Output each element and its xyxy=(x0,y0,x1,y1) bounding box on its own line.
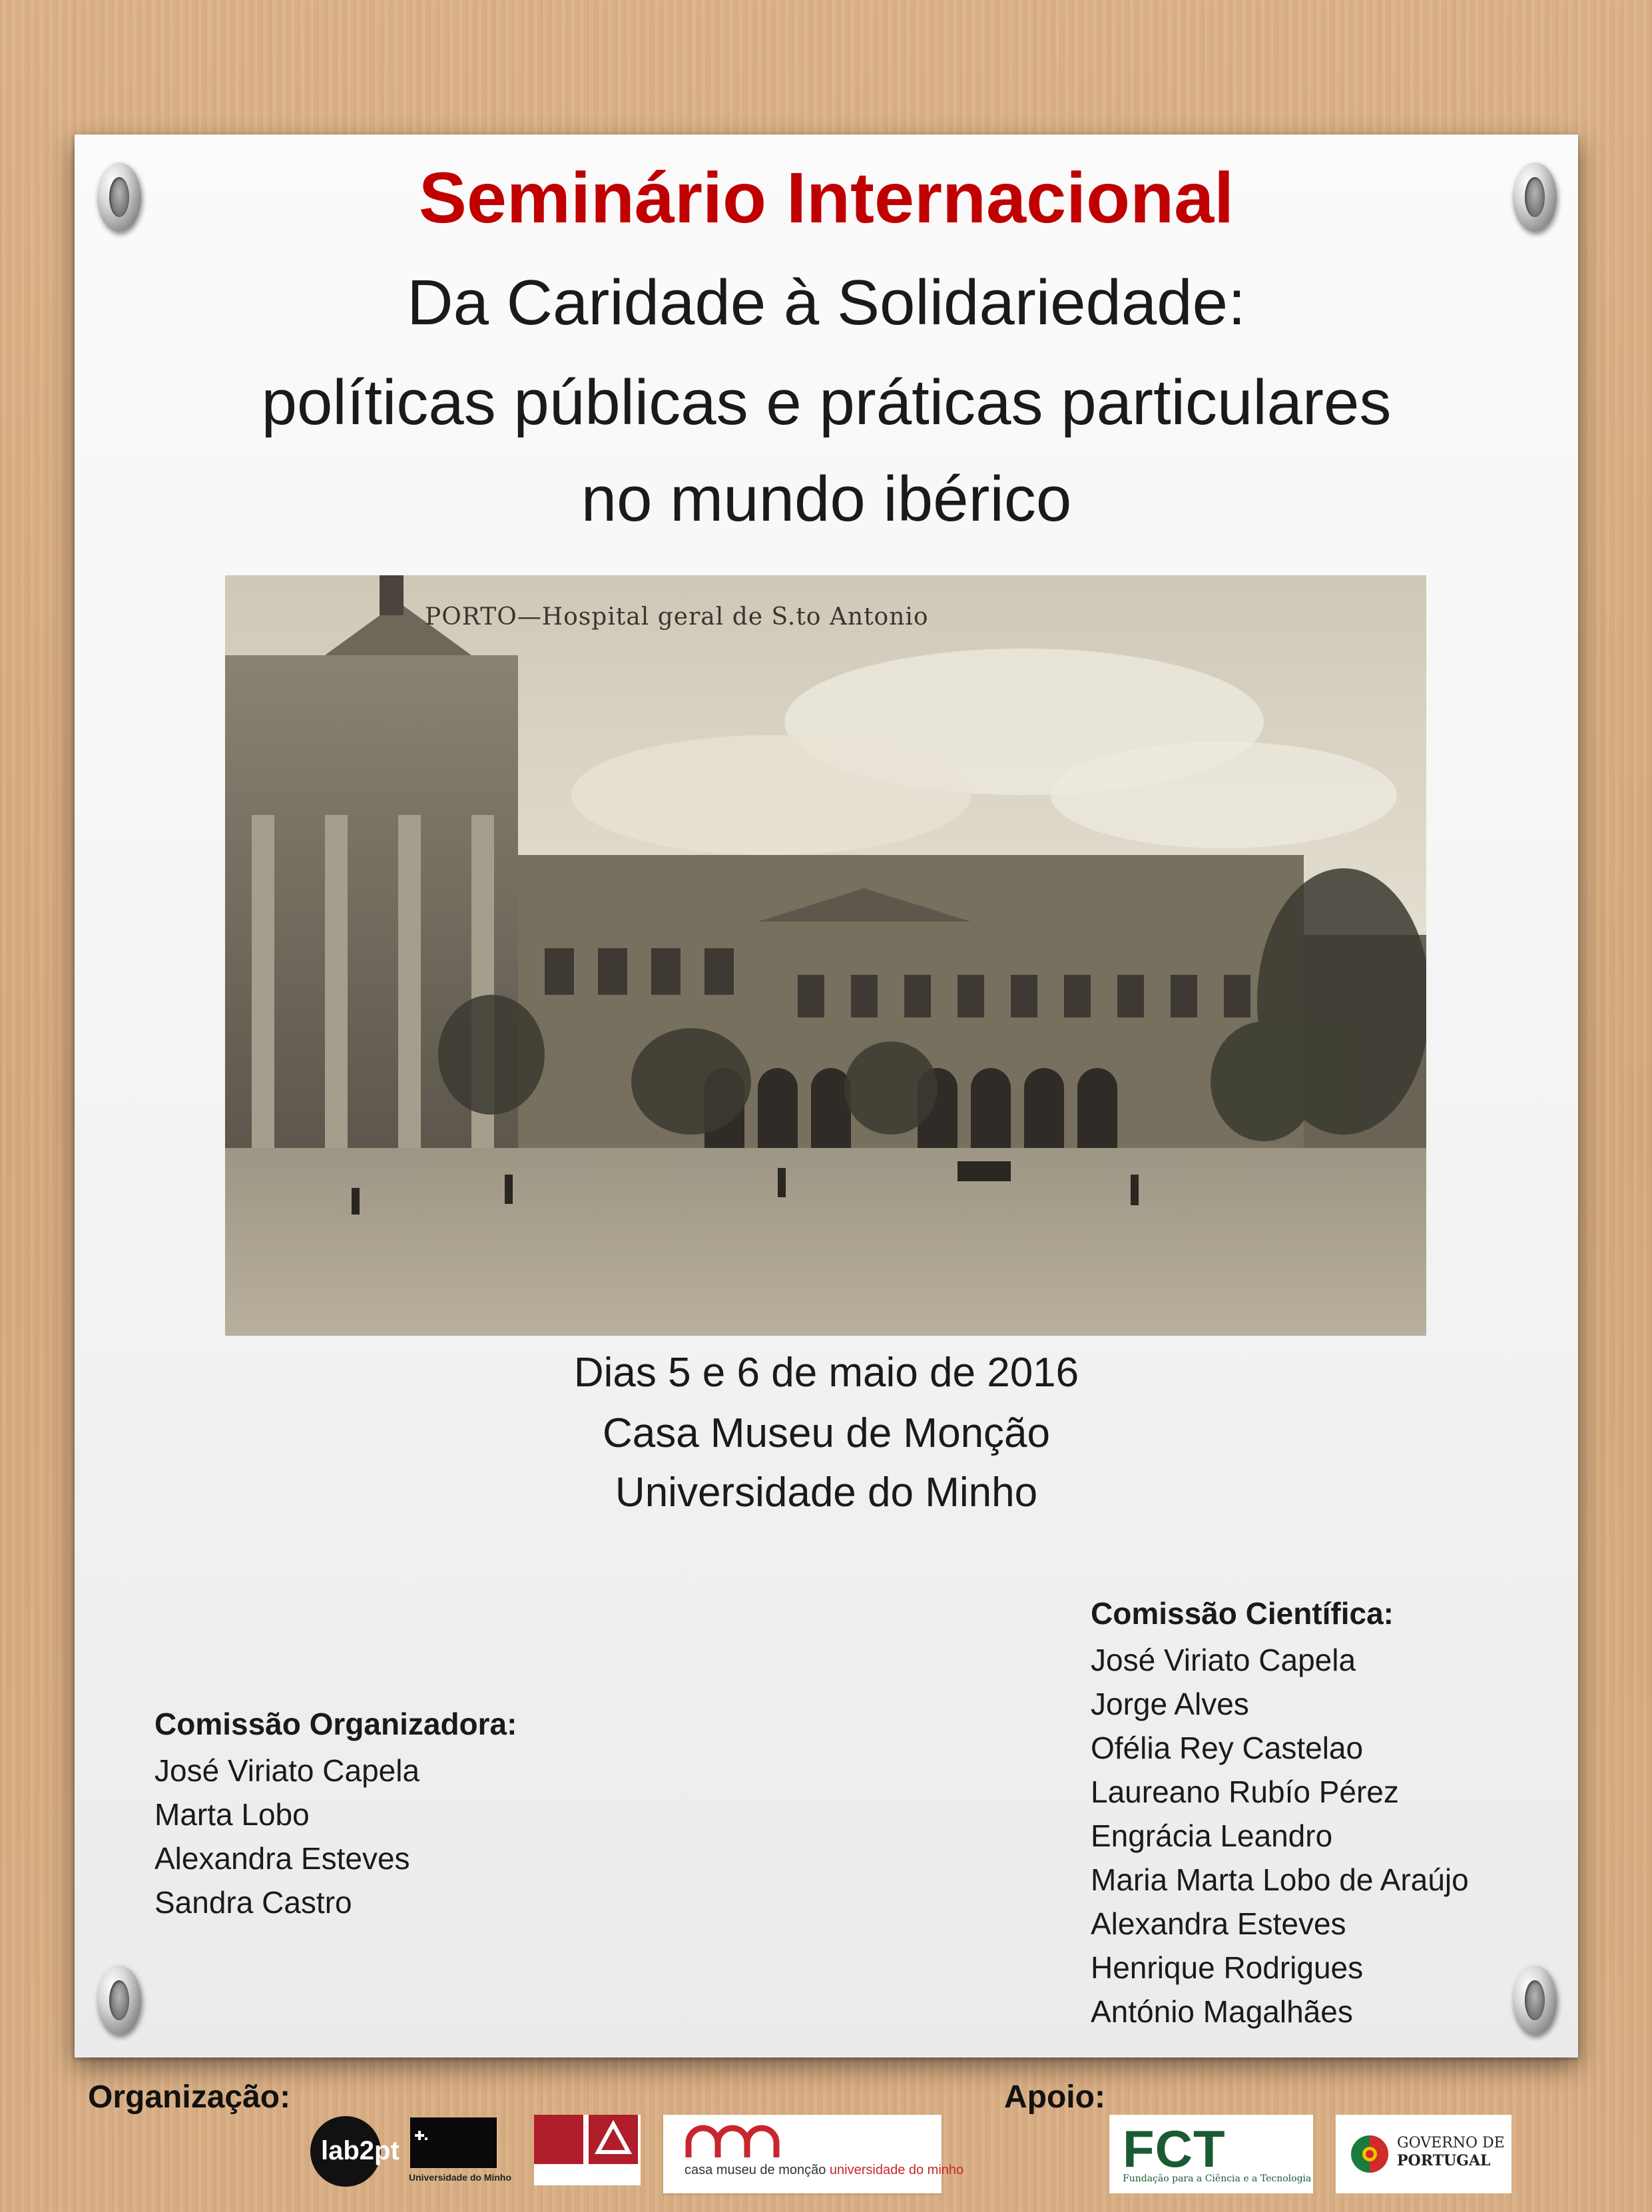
organizing-committee xyxy=(154,1702,517,1924)
triangle-icon xyxy=(589,2115,638,2164)
hospital-illustration xyxy=(225,575,1426,1336)
organizacao-label: Organização: xyxy=(88,2079,291,2115)
uminho-logo xyxy=(410,2117,497,2168)
scientific-member: António Magalhães xyxy=(1091,1994,1353,2029)
casa-museu-moncao-logo xyxy=(663,2115,964,2193)
uminho-logo-label: Universidade do Minho xyxy=(409,2172,512,2183)
scientific-member: Laureano Rubío Pérez xyxy=(1091,1775,1399,1809)
uminho-history-logo xyxy=(534,2115,641,2185)
organizing-member: Alexandra Esteves xyxy=(154,1841,410,1876)
uminho-triangle-square xyxy=(589,2115,638,2164)
lab2pt-logo-text: lab2pt xyxy=(321,2136,400,2165)
scientific-committee xyxy=(1091,1591,1469,2034)
organizing-committee-title: Comissão Organizadora: xyxy=(154,1707,517,1741)
scientific-member: Jorge Alves xyxy=(1091,1687,1249,1721)
scientific-member: Henrique Rodrigues xyxy=(1091,1950,1364,1985)
subtitle-line-1: Da Caridade à Solidariedade: xyxy=(407,267,1246,338)
scientific-member: Ofélia Rey Castelao xyxy=(1091,1731,1364,1765)
uminho-red-square xyxy=(534,2115,583,2164)
grommet-icon xyxy=(97,1966,141,2035)
organizing-member: Marta Lobo xyxy=(154,1797,310,1832)
apoio-label: Apoio: xyxy=(1004,2079,1105,2115)
photo-caption: PORTO—Hospital geral de S.to Antonio xyxy=(425,603,929,631)
governo-portugal-text: GOVERNO DE PORTUGAL xyxy=(1397,2135,1505,2169)
scientific-member: Maria Marta Lobo de Araújo xyxy=(1091,1862,1469,1897)
grommet-icon xyxy=(1513,1966,1557,2035)
scientific-member: Engrácia Leandro xyxy=(1091,1818,1333,1853)
event-venue: Casa Museu de Monção xyxy=(602,1410,1051,1456)
governo-portugal-logo xyxy=(1336,2115,1512,2193)
fct-logo-word: FCT xyxy=(1123,2119,1226,2178)
fct-logo xyxy=(1109,2115,1313,2193)
scientific-committee-title: Comissão Científica: xyxy=(1091,1596,1394,1631)
organizing-member: José Viriato Capela xyxy=(154,1753,420,1788)
subtitle-line-3: no mundo ibérico xyxy=(581,463,1072,535)
event-dates: Dias 5 e 6 de maio de 2016 xyxy=(573,1350,1079,1396)
subtitle-line-2: políticas públicas e práticas particulares xyxy=(261,367,1392,438)
hospital-photo xyxy=(225,575,1426,1336)
scientific-member: José Viriato Capela xyxy=(1091,1643,1356,1677)
event-institution: Universidade do Minho xyxy=(615,1470,1038,1516)
organizing-member: Sandra Castro xyxy=(154,1885,352,1920)
cmm-arches-icon xyxy=(683,2123,790,2163)
lab2pt-logo xyxy=(310,2116,400,2187)
scientific-member: Alexandra Esteves xyxy=(1091,1906,1346,1941)
portugal-armillary-icon xyxy=(1346,2131,1393,2177)
fct-logo-subtitle: Fundação para a Ciência e a Tecnologia xyxy=(1123,2173,1312,2184)
poster-title: Seminário Internacional xyxy=(418,157,1235,238)
cmm-logo-text: casa museu de monção universidade do minho xyxy=(685,2163,964,2177)
uminho-star-icon xyxy=(410,2117,497,2168)
